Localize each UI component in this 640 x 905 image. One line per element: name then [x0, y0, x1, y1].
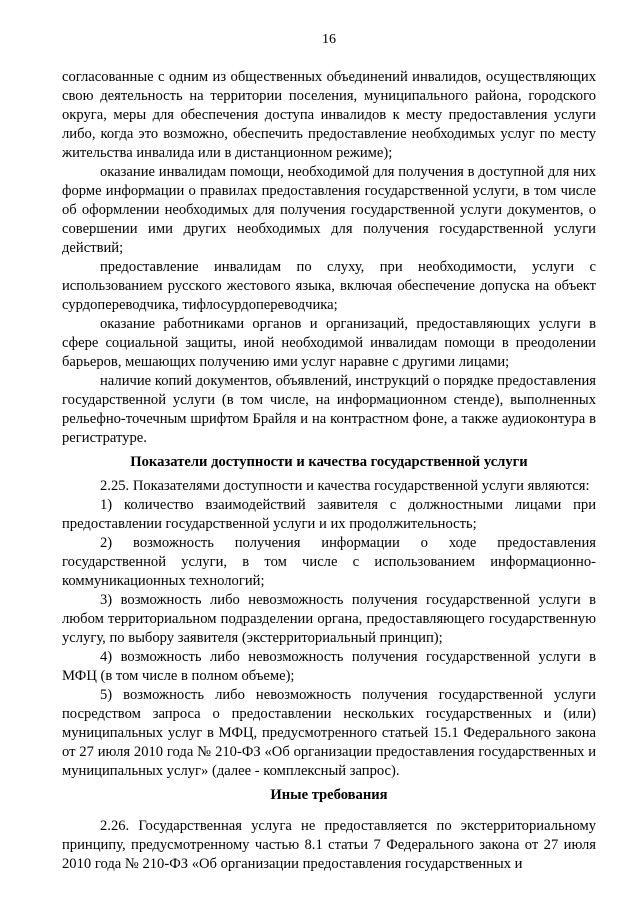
paragraph: согласованные с одним из общественных объединений инвалидов, осуществляющих свою деятельность на территории поселения, муниципального района, городского округа, меры для обеспечения доступа инвалидов к месту предоставления услуги либо, когда это возможно, обеспечить предоставление необходимых услуг по месту жительства инвалида или в дистанционном режиме);	[62, 69, 596, 161]
page-number: 16	[322, 32, 336, 47]
paragraph: оказание инвалидам помощи, необходимой для получения в доступной для них форме информации о правилах предоставления государственной услуги, в том числе об оформлении необходимых для получения государственной услуги документов, о совершении ими других необходимых для получения государственной услуги действий;	[62, 164, 596, 256]
paragraph: 2.25. Показателями доступности и качества государственной услуги являются:	[100, 478, 590, 494]
paragraph: 3) возможность либо невозможность получения государственной услуги в любом территориальном подразделении органа, предоставляющего государственную услугу, по выбору заявителя (экстерриториальный принцип);	[62, 592, 596, 646]
paragraph: предоставление инвалидам по слуху, при необходимости, услуги с использованием русского жестового языка, включая обеспечение допуска на объект сурдопереводчика, тифлосурдопереводчика;	[62, 259, 596, 313]
document-page	[62, 30, 596, 874]
paragraph: оказание работниками органов и организаций, предоставляющих услуги в сфере социальной защиты, иной необходимой инвалидам помощи в преодолении барьеров, мешающих получению ими услуг наравне с другими лицами;	[62, 316, 596, 370]
paragraph: 1) количество взаимодействий заявителя с должностными лицами при предоставлении государственной услуги и их продолжительность;	[62, 497, 596, 532]
paragraph: 2) возможность получения информации о ходе предоставления государственной услуги, в том числе с использованием информационно-коммуникационных технологий;	[62, 535, 596, 589]
paragraph: наличие копий документов, объявлений, инструкций о порядке предоставления государственной услуги (в том числе, на информационном стенде), выполненных рельефно-точечным шрифтом Брайля и на контрастном фоне, а также аудиоконтура в регистратуре.	[62, 373, 596, 446]
paragraph: 2.26. Государственная услуга не предоставляется по экстерриториальному принципу, предусмотренному частью 8.1 статьи 7 Федерального закона от 27 июля 2010 года № 210-ФЗ «Об организации предоставления государственных и	[62, 818, 596, 872]
paragraph: 5) возможность либо невозможность получения государственной услуги посредством запроса о предоставлении нескольких государственных и (или) муниципальных услуг в МФЦ, предусмотренного статьей 15.1 Федерального закона от 27 июля 2010 года № 210-ФЗ «Об организации предоставления государственных и муниципальных услуг» (далее - комплексный запрос).	[62, 687, 596, 779]
paragraph: 4) возможность либо невозможность получения государственной услуги в МФЦ (в том числе в полном объеме);	[62, 649, 596, 684]
section-heading: Показатели доступности и качества государственной услуги	[130, 454, 528, 470]
section-heading: Иные требования	[270, 787, 388, 803]
